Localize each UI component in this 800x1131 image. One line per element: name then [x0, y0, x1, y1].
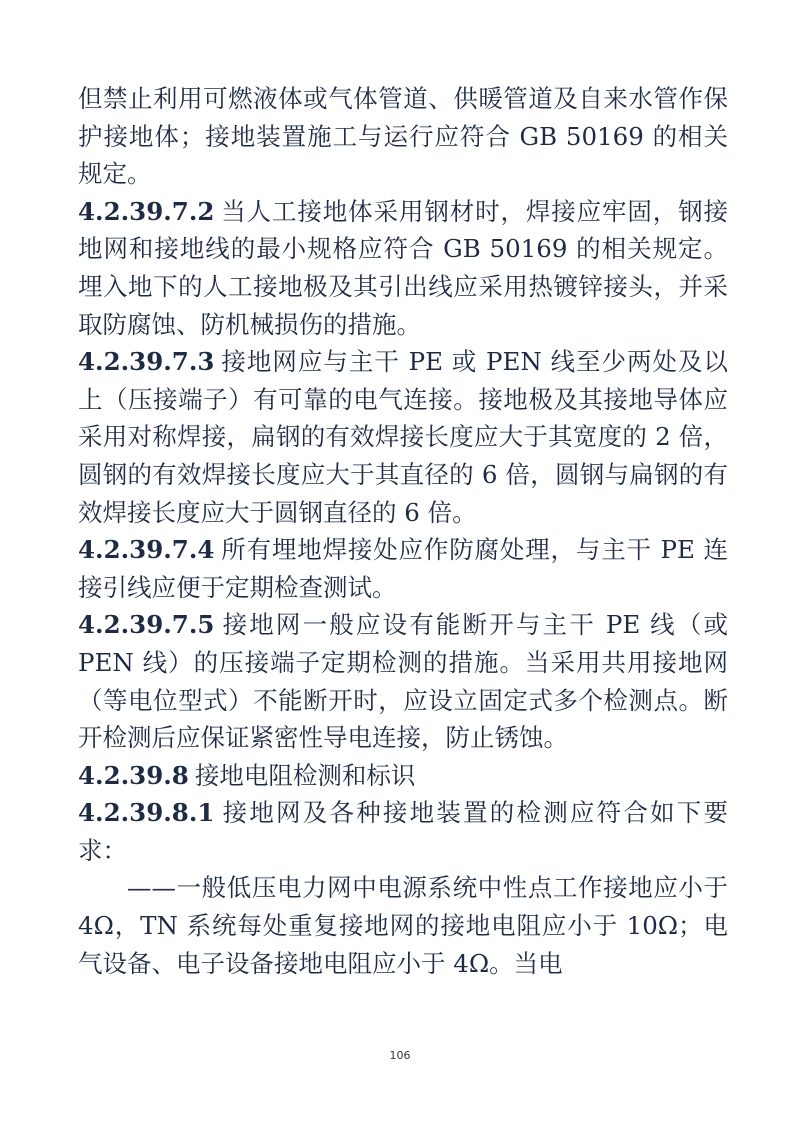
clause-4-2-39-7-2	[78, 193, 728, 343]
clause-4-2-39-7-5	[78, 606, 728, 756]
paragraph-text: 但禁止利用可燃液体或气体管道、供暖管道及自来水管作保护接地体；接地装置施工与运行应符合 GB 50169 的相关规定。	[78, 84, 728, 189]
clause-4-2-39-8	[78, 757, 728, 795]
clause-number: 4.2.39.7.4	[78, 535, 215, 565]
clause-number: 4.2.39.7.3	[78, 347, 215, 377]
clause-number: 4.2.39.7.5	[78, 610, 215, 640]
clause-number: 4.2.39.8	[78, 760, 189, 790]
clause-text: 当人工接地体采用钢材时，焊接应牢固，钢接地网和接地线的最小规格应符合 GB 50169 的相关规定。埋入地下的人工接地极及其引出线应采用热镀锌接头，并采取防腐蚀、防机械损伤的措施。	[78, 196, 728, 339]
page-number: 106	[389, 1049, 411, 1062]
clause-number: 4.2.39.7.2	[78, 196, 215, 226]
clause-4-2-39-8-1	[78, 794, 728, 869]
clause-text: 接地电阻检测和标识	[194, 760, 416, 790]
dash-list-item	[78, 869, 728, 982]
clause-text: 接地网一般应设有能断开与主干 PE 线（或 PEN 线）的压接端子定期检测的措施。当采用共用接地网（等电位型式）不能断开时，应设立固定式多个检测点。断开检测后应保证紧密性导电连接，防止锈蚀。	[78, 610, 728, 753]
paragraph-continuation	[78, 80, 728, 193]
clause-number: 4.2.39.8.1	[78, 798, 215, 828]
list-item-text: ——一般低压电力网中电源系统中性点工作接地应小于 4Ω，TN 系统每处重复接地网的接地电阻应小于 10Ω；电气设备、电子设备接地电阻应小于 4Ω。当电	[78, 873, 728, 978]
clause-4-2-39-7-4	[78, 531, 728, 606]
clause-text: 所有埋地焊接处应作防腐处理，与主干 PE 连接引线应便于定期检查测试。	[78, 535, 728, 602]
clause-text: 接地网及各种接地装置的检测应符合如下要求：	[78, 798, 728, 865]
clause-4-2-39-7-3	[78, 343, 728, 531]
clause-text: 接地网应与主干 PE 或 PEN 线至少两处及以上（压接端子）有可靠的电气连接。接地极及其接地导体应采用对称焊接，扁钢的有效焊接长度应大于其宽度的 2 倍，圆钢的有效焊接长度应大于其直径的 6 倍，圆钢与扁钢的有效焊接长度应大于圆钢直径的 6 倍。	[78, 347, 728, 527]
document-body	[78, 80, 728, 982]
